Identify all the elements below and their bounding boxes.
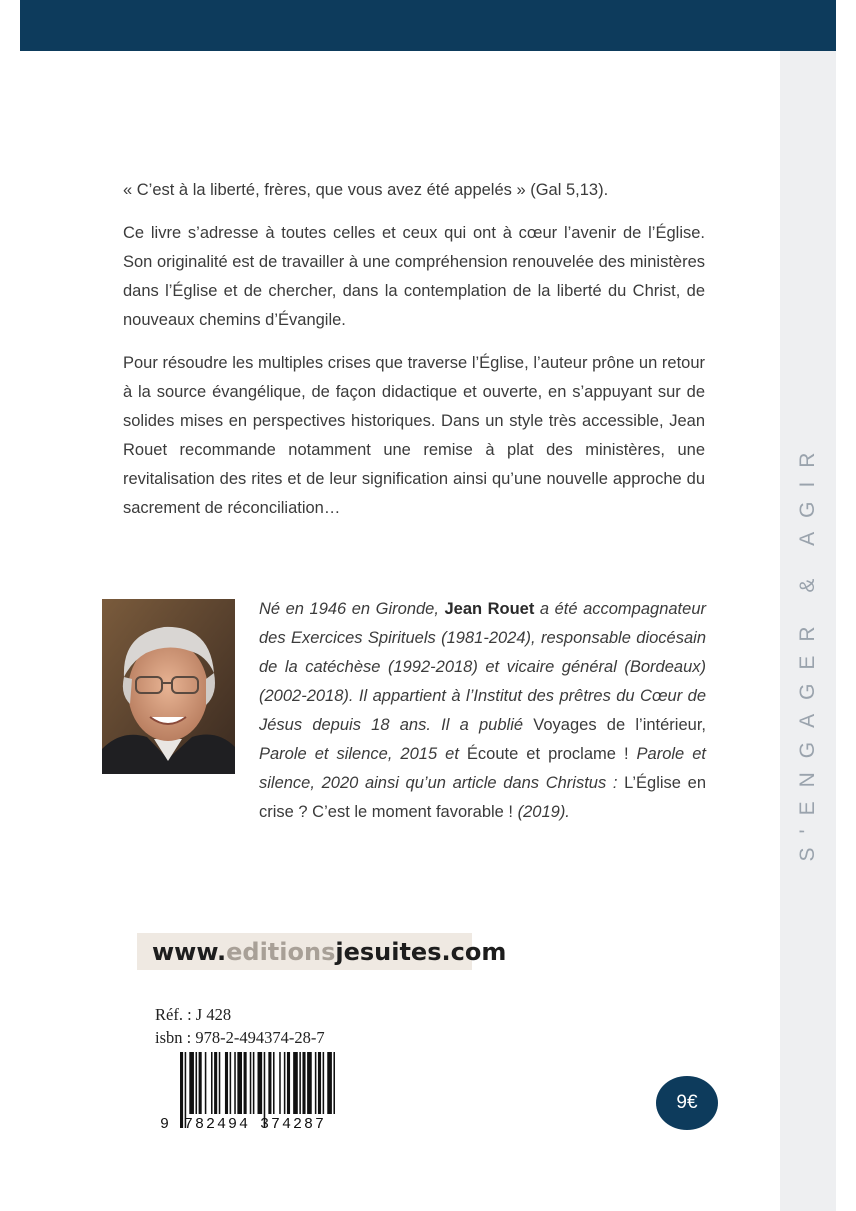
barcode-bar — [250, 1052, 252, 1114]
blurb-quote: « C’est à la liberté, frères, que vous avez été appelés » (Gal 5,13). — [123, 181, 609, 199]
barcode-bar — [180, 1052, 183, 1128]
url-suffix: jesuites.com — [335, 937, 507, 966]
bio-text: (2019). — [513, 803, 570, 821]
barcode-digits-right: 374287 — [260, 1116, 324, 1130]
series-title: S'ENGAGER & AGIR — [796, 438, 819, 862]
publisher-website[interactable] — [137, 933, 507, 970]
barcode-bar — [279, 1052, 281, 1114]
author-portrait-image — [102, 599, 235, 774]
barcode-bar — [234, 1052, 236, 1114]
barcode-digits-left: 782494 — [184, 1116, 248, 1130]
author-name: Jean Rouet — [444, 600, 535, 618]
author-biography — [259, 595, 706, 827]
barcode-bar — [287, 1052, 290, 1114]
barcode-bar — [237, 1052, 242, 1114]
barcode-bar — [219, 1052, 221, 1114]
bio-text: Parole et silence, 2020 ainsi qu’un article dans Christus : — [259, 745, 707, 792]
bio-text: Parole et silence, 2015 et — [259, 745, 467, 763]
barcode-bar — [284, 1052, 286, 1114]
bio-text: a été accompagnateur des Exercices Spirituels (1981-2024), responsable diocésain de la catéchèse (1992-2018) et vicaire général (Bordeaux) (2002-2018). Il appartient à l’Institut des prêtres du Cœur de Jésus depuis 18 ans. Il a publié — [259, 600, 706, 734]
barcode-digit-lead: 9 — [160, 1116, 170, 1130]
barcode-bar — [327, 1052, 332, 1114]
blurb-paragraph-2: Pour résoudre les multiples crises que traverse l’Église, l’auteur prône un retour à la source évangélique, de façon didactique et ouverte, en s’appuyant sur de solides mises en perspectives historiques. Dans un style très accessible, Jean Rouet recommande notamment une remise à plat des ministères, une revitalisation des rites et de leur signification ainsi qu’une nouvelle approche du sacrement de réconciliation… — [123, 354, 705, 517]
book-title: Voyages de l’intérieur, — [533, 716, 706, 734]
isbn-number: isbn : 978-2-494374-28-7 — [155, 1028, 325, 1047]
barcode-bar — [273, 1052, 275, 1114]
barcode-bar — [244, 1052, 247, 1114]
back-cover-blurb — [123, 176, 705, 537]
barcode-bar — [307, 1052, 312, 1114]
book-title: Écoute et proclame ! — [466, 745, 629, 763]
barcode-bar — [189, 1052, 194, 1114]
barcode-bar — [214, 1052, 217, 1114]
barcode-bar — [258, 1052, 263, 1114]
barcode-bar — [199, 1052, 202, 1114]
barcode-bar — [302, 1052, 305, 1114]
barcode-bar — [323, 1052, 325, 1114]
barcode — [158, 1052, 348, 1130]
barcode-bar — [211, 1052, 213, 1114]
top-band — [20, 0, 836, 51]
barcode-bar — [268, 1052, 271, 1114]
reference-block — [155, 1003, 325, 1049]
url-middle: editions — [226, 937, 336, 966]
barcode-bar — [225, 1052, 228, 1114]
article-title: L’Église en crise ? C’est le moment favorable ! — [259, 774, 706, 821]
author-photo — [102, 599, 235, 774]
url-prefix: www. — [152, 937, 227, 966]
barcode-bar — [318, 1052, 321, 1114]
barcode-bar — [253, 1052, 255, 1114]
reference-number: Réf. : J 428 — [155, 1005, 232, 1024]
barcode-bar — [333, 1052, 335, 1114]
barcode-bar — [196, 1052, 198, 1114]
barcode-bar — [230, 1052, 232, 1114]
blurb-paragraph-1: Ce livre s’adresse à toutes celles et ceux qui ont à cœur l’avenir de l’Église. Son originalité est de travailler à une compréhension renouvelée des ministères dans l’Église et de chercher, dans la contemplation de la liberté du Christ, de nouveaux chemins d’Évangile. — [123, 224, 705, 329]
barcode-bar — [299, 1052, 301, 1114]
barcode-bar — [315, 1052, 317, 1114]
barcode-bar — [205, 1052, 207, 1114]
price-badge: 9€ — [656, 1076, 718, 1130]
bio-text: Né en 1946 en Gironde, — [259, 600, 445, 618]
barcode-bar — [293, 1052, 298, 1114]
